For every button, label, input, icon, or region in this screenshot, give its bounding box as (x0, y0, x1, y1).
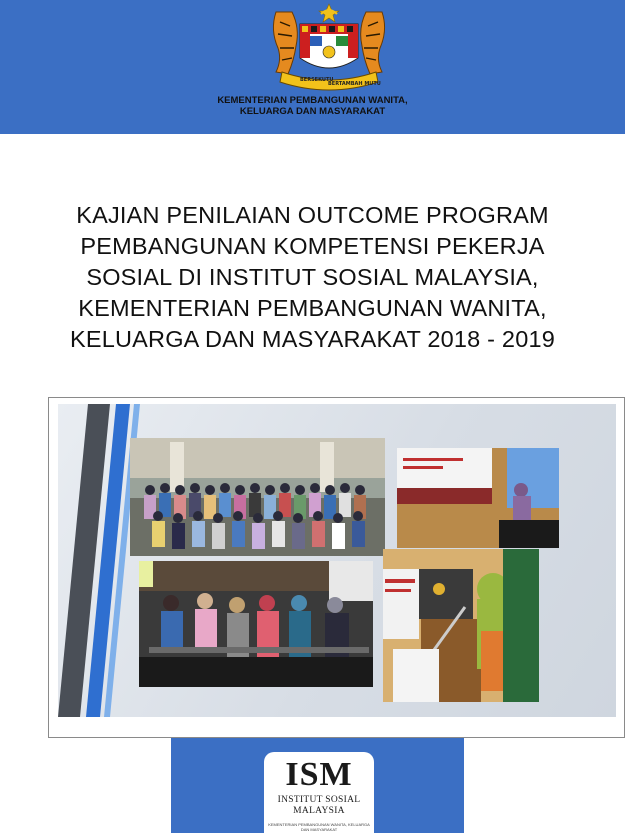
photo-collage (58, 404, 616, 717)
header-band (0, 0, 625, 134)
coat-of-arms-icon (266, 2, 392, 94)
footer-band (171, 738, 464, 833)
ism-logo (264, 752, 374, 833)
title-line-3: SOSIAL DI INSTITUT SOSIAL MALAYSIA, (86, 264, 539, 290)
ministry-name (0, 95, 625, 117)
speaker-photo (383, 549, 539, 702)
presentation-photo (397, 448, 559, 548)
photo-collage-frame (48, 397, 625, 738)
ism-logo-mark: ISM (285, 756, 353, 793)
title-line-5: KELUARGA DAN MASYARAKAT 2018 - 2019 (69, 326, 556, 352)
title-line-4: KEMENTERIAN PEMBANGUNAN WANITA, (78, 295, 547, 321)
ism-logo-name (264, 795, 374, 817)
svg-text:BERSEKUTU: BERSEKUTU (300, 77, 334, 83)
ministry-line-2: KELUARGA DAN MASYARAKAT (239, 106, 386, 117)
ism-logo-line-1: INSTITUT SOSIAL (277, 795, 361, 805)
report-title (30, 200, 595, 355)
title-line-1: KAJIAN PENILAIAN OUTCOME PROGRAM (76, 202, 549, 228)
ism-logo-line-2: MALAYSIA (293, 806, 345, 816)
ministry-line-1: KEMENTERIAN PEMBANGUNAN WANITA, (217, 95, 408, 106)
svg-text:BERTAMBAH MUTU: BERTAMBAH MUTU (328, 81, 381, 87)
audience-photo (139, 561, 373, 687)
group-photo (130, 438, 385, 556)
title-line-2: PEMBANGUNAN KOMPETENSI PEKERJA (80, 233, 545, 259)
ism-logo-tagline: KEMENTERIAN PEMBANGUNAN WANITA, KELUARGA DAN MASYARAKAT (268, 822, 370, 832)
